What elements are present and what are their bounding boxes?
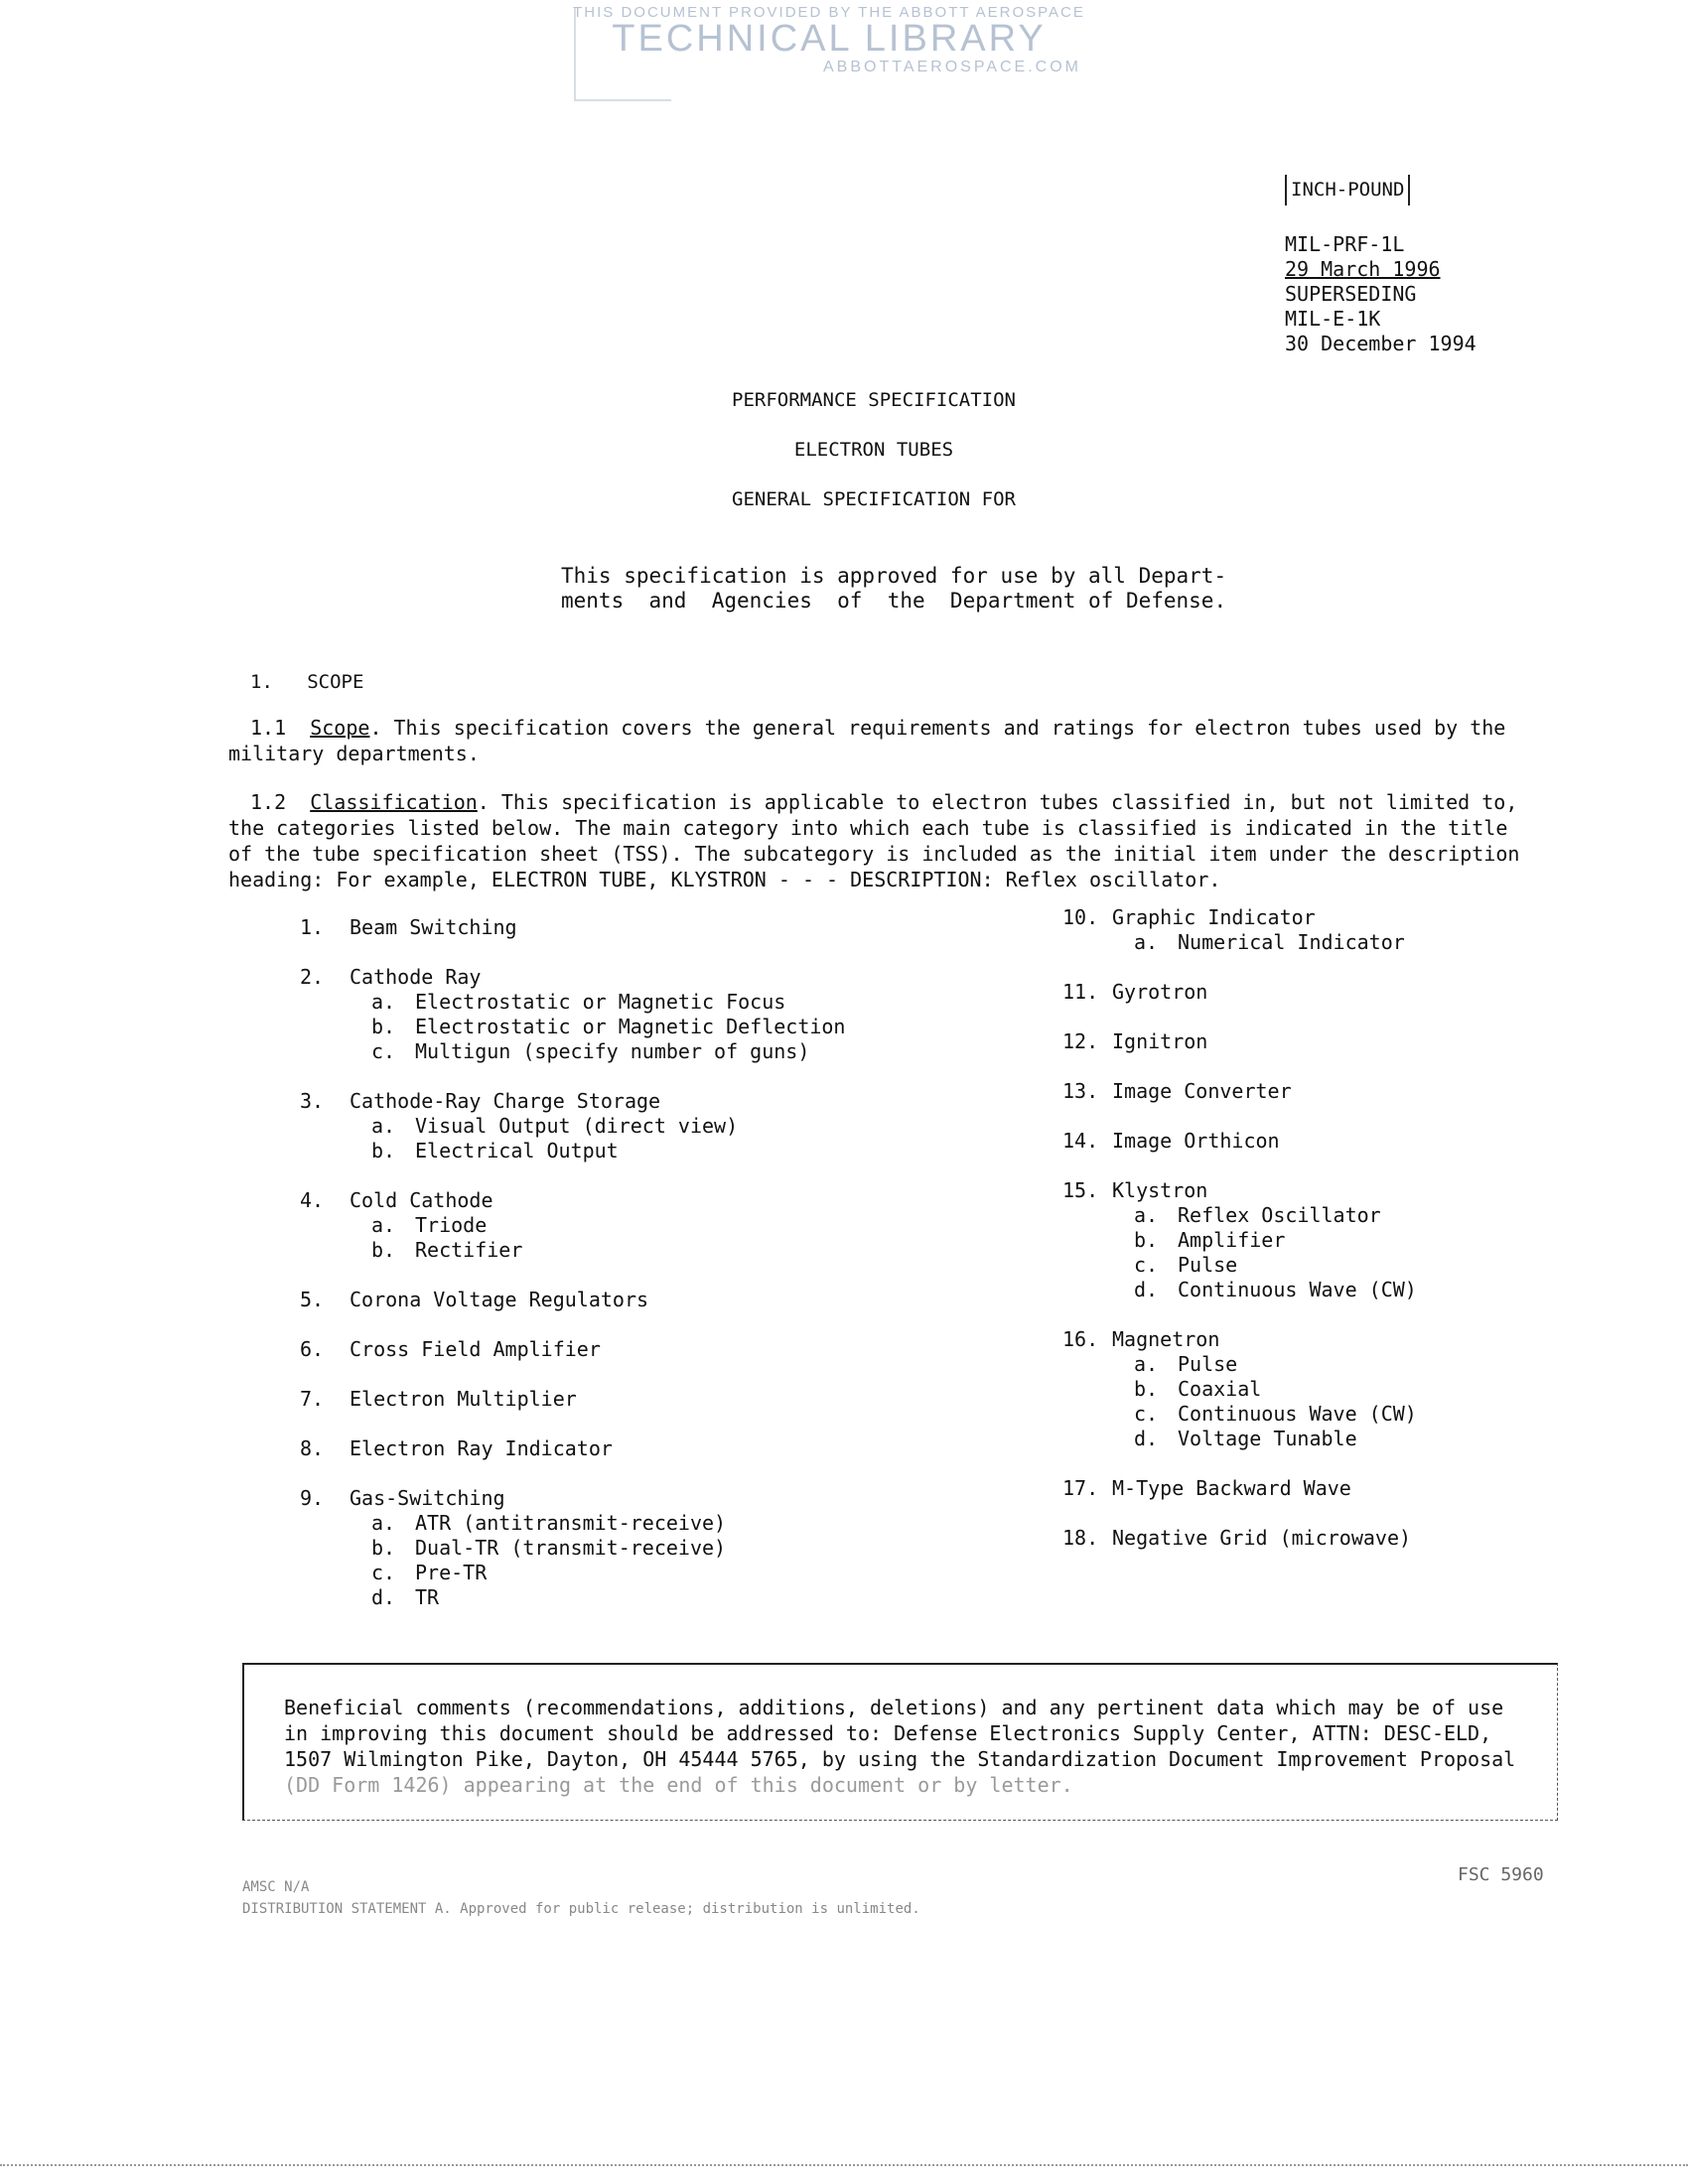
paragraph-1-1-title: Scope xyxy=(310,716,370,740)
category-number: 8. xyxy=(300,1436,325,1460)
category-line xyxy=(1062,1129,1618,1154)
subcategory-letter: c. xyxy=(371,1561,396,1584)
category-line xyxy=(1062,980,1618,1005)
subcategory-letter: c. xyxy=(1134,1253,1159,1277)
subcategory-label: Visual Output (direct view) xyxy=(415,1114,739,1138)
category-number: 4. xyxy=(300,1188,325,1212)
category-label: Gas-Switching xyxy=(350,1486,505,1510)
category-line xyxy=(300,1387,1035,1412)
category-line xyxy=(1062,905,1618,930)
subcategory-label: Numerical Indicator xyxy=(1178,930,1405,954)
subcategory-line xyxy=(1062,1203,1618,1228)
subcategory-letter: b. xyxy=(371,1238,396,1262)
category-item xyxy=(1062,1029,1618,1054)
approval-line-1: This specification is approved for use by all Depart- xyxy=(561,564,1227,588)
superseded-number: MIL-E-1K xyxy=(1285,307,1381,331)
subcategory-label: Multigun (specify number of guns) xyxy=(415,1039,810,1063)
category-number: 18. xyxy=(1062,1526,1099,1550)
subcategory-label: Voltage Tunable xyxy=(1178,1427,1357,1450)
title-electron-tubes: ELECTRON TUBES xyxy=(793,439,954,461)
approval-statement xyxy=(561,564,1226,614)
category-label: Image Converter xyxy=(1112,1079,1292,1103)
category-number: 12. xyxy=(1062,1029,1099,1053)
category-label: M-Type Backward Wave xyxy=(1112,1476,1351,1500)
subcategory-line xyxy=(300,1585,1035,1610)
subcategory-line xyxy=(1062,1278,1618,1302)
category-label: Graphic Indicator xyxy=(1112,905,1316,929)
subcategory-letter: b. xyxy=(371,1139,396,1162)
category-line xyxy=(300,965,1035,990)
category-item xyxy=(300,965,1035,1064)
subcategory-line xyxy=(300,1238,1035,1263)
category-number: 7. xyxy=(300,1387,325,1411)
paragraph-1-1-number: 1.1 xyxy=(250,716,287,740)
category-label: Cathode Ray xyxy=(350,965,482,989)
subcategory-letter: b. xyxy=(371,1015,396,1038)
category-line xyxy=(300,1337,1035,1362)
category-line xyxy=(1062,1178,1618,1203)
amsc-label: AMSC N/A xyxy=(242,1879,310,1895)
paragraph-1-2-text: . This specification is applicable to electron tubes classified in, but not limited to, the categories listed below. The main category into which each tube is classified is indicated in the title of the tube specification sheet (TSS). The subcategory is included as the initial item under the description heading: For example, ELECTRON TUBE, KLYSTRON - - - DESCRIPTION: Reflex oscillator. xyxy=(228,790,1520,891)
category-item xyxy=(300,1089,1035,1163)
category-list-right xyxy=(1062,905,1618,1575)
comments-box xyxy=(242,1663,1558,1821)
subcategory-label: Pulse xyxy=(1178,1253,1238,1277)
subcategory-letter: a. xyxy=(371,1511,396,1535)
subcategory-label: Reflex Oscillator xyxy=(1178,1203,1381,1227)
subcategory-letter: d. xyxy=(371,1585,396,1609)
category-number: 11. xyxy=(1062,980,1099,1004)
subcategory-label: Electrostatic or Magnetic Deflection xyxy=(415,1015,846,1038)
category-item xyxy=(1062,980,1618,1005)
category-item xyxy=(300,1486,1035,1610)
category-item xyxy=(1062,1079,1618,1104)
subcategory-line xyxy=(300,1114,1035,1139)
subcategory-letter: b. xyxy=(371,1536,396,1560)
document-date: 29 March 1996 xyxy=(1285,257,1441,281)
watermark-line1: THIS DOCUMENT PROVIDED BY THE ABBOTT AEROSPACE xyxy=(573,4,1085,21)
subcategory-label: Continuous Wave (CW) xyxy=(1178,1278,1417,1301)
superseding-label: SUPERSEDING xyxy=(1285,282,1417,306)
subcategory-letter: a. xyxy=(371,1213,396,1237)
paragraph-1-1-text: . This specification covers the general requirements and ratings for electron tubes used by the military departments. xyxy=(228,716,1506,765)
category-item xyxy=(1062,1476,1618,1501)
paragraph-1-2-title: Classification xyxy=(310,790,478,814)
subcategory-letter: c. xyxy=(1134,1402,1159,1426)
category-line xyxy=(1062,1079,1618,1104)
category-item xyxy=(300,1387,1035,1412)
category-line xyxy=(1062,1327,1618,1352)
category-number: 15. xyxy=(1062,1178,1099,1202)
category-line xyxy=(1062,1029,1618,1054)
subcategory-letter: d. xyxy=(1134,1278,1159,1301)
subcategory-letter: b. xyxy=(1134,1228,1159,1252)
subcategory-letter: a. xyxy=(1134,1203,1159,1227)
category-line xyxy=(1062,1476,1618,1501)
subcategory-label: TR xyxy=(415,1585,440,1609)
subcategory-label: Continuous Wave (CW) xyxy=(1178,1402,1417,1426)
category-label: Magnetron xyxy=(1112,1327,1220,1351)
category-number: 1. xyxy=(300,915,325,939)
category-line xyxy=(1062,1526,1618,1551)
category-label: Negative Grid (microwave) xyxy=(1112,1526,1412,1550)
category-label: Electron Ray Indicator xyxy=(350,1436,613,1460)
category-line xyxy=(300,1288,1035,1312)
subcategory-letter: b. xyxy=(1134,1377,1159,1401)
category-list-left xyxy=(300,915,1035,1635)
category-line xyxy=(300,1486,1035,1511)
subcategory-line xyxy=(300,1039,1035,1064)
category-item xyxy=(300,1337,1035,1362)
subcategory-line xyxy=(300,1015,1035,1039)
subcategory-label: Dual-TR (transmit-receive) xyxy=(415,1536,727,1560)
category-label: Klystron xyxy=(1112,1178,1208,1202)
subcategory-line xyxy=(1062,930,1618,955)
category-label: Beam Switching xyxy=(350,915,517,939)
category-number: 5. xyxy=(300,1288,325,1311)
title-general-specification: GENERAL SPECIFICATION FOR xyxy=(732,488,1016,510)
subcategory-letter: a. xyxy=(371,990,396,1014)
fsc-label: FSC 5960 xyxy=(1458,1864,1544,1885)
subcategory-label: Electrostatic or Magnetic Focus xyxy=(415,990,786,1014)
category-number: 17. xyxy=(1062,1476,1099,1500)
approval-line-2: ments and Agencies of the Department of Defense. xyxy=(561,589,1227,613)
category-line xyxy=(300,915,1035,940)
category-number: 6. xyxy=(300,1337,325,1361)
subcategory-letter: a. xyxy=(371,1114,396,1138)
document-identifier-block xyxy=(1285,232,1477,356)
subcategory-letter: a. xyxy=(1134,930,1159,954)
scan-noise-line xyxy=(0,2164,1688,2169)
footer-left xyxy=(242,1876,920,1920)
category-number: 10. xyxy=(1062,905,1099,929)
comments-faint-text: (DD Form 1426) appearing at the end of this document or by letter. xyxy=(284,1773,1073,1797)
watermark xyxy=(571,4,1087,76)
paragraph-1-1 xyxy=(228,715,1539,766)
category-number: 9. xyxy=(300,1486,325,1510)
category-label: Ignitron xyxy=(1112,1029,1208,1053)
subcategory-letter: a. xyxy=(1134,1352,1159,1376)
category-item xyxy=(1062,1129,1618,1154)
category-item xyxy=(1062,905,1618,955)
subcategory-line xyxy=(1062,1352,1618,1377)
category-number: 3. xyxy=(300,1089,325,1113)
subcategory-label: Coaxial xyxy=(1178,1377,1262,1401)
subcategory-line xyxy=(1062,1402,1618,1427)
subcategory-label: Rectifier xyxy=(415,1238,523,1262)
category-item xyxy=(300,1188,1035,1263)
subcategory-label: ATR (antitransmit-receive) xyxy=(415,1511,727,1535)
distribution-statement: DISTRIBUTION STATEMENT A. Approved for public release; distribution is unlimited. xyxy=(242,1901,920,1917)
category-item xyxy=(1062,1526,1618,1551)
title-performance-specification: PERFORMANCE SPECIFICATION xyxy=(732,389,1016,411)
subcategory-line xyxy=(1062,1377,1618,1402)
superseded-date: 30 December 1994 xyxy=(1285,332,1477,355)
category-item xyxy=(1062,1178,1618,1302)
subcategory-label: Electrical Output xyxy=(415,1139,619,1162)
category-number: 14. xyxy=(1062,1129,1099,1153)
subcategory-line xyxy=(300,1536,1035,1561)
category-label: Corona Voltage Regulators xyxy=(350,1288,649,1311)
document-number: MIL-PRF-1L xyxy=(1285,232,1405,256)
subcategory-line xyxy=(1062,1427,1618,1451)
subcategory-line xyxy=(1062,1228,1618,1253)
category-number: 16. xyxy=(1062,1327,1099,1351)
watermark-url: ABBOTTAEROSPACE.COM xyxy=(823,59,1081,75)
subcategory-line xyxy=(300,1561,1035,1585)
subcategory-label: Pre-TR xyxy=(415,1561,488,1584)
category-label: Image Orthicon xyxy=(1112,1129,1280,1153)
subcategory-letter: c. xyxy=(371,1039,396,1063)
category-label: Cross Field Amplifier xyxy=(350,1337,601,1361)
category-line xyxy=(300,1436,1035,1461)
subcategory-line xyxy=(300,1139,1035,1163)
category-item xyxy=(300,915,1035,940)
category-item xyxy=(1062,1327,1618,1451)
category-number: 13. xyxy=(1062,1079,1099,1103)
category-label: Cathode-Ray Charge Storage xyxy=(350,1089,661,1113)
inch-pound-box xyxy=(1285,175,1410,205)
subcategory-letter: d. xyxy=(1134,1427,1159,1450)
section-heading-scope: 1. SCOPE xyxy=(250,671,364,693)
category-number: 2. xyxy=(300,965,325,989)
subcategory-label: Pulse xyxy=(1178,1352,1238,1376)
category-line xyxy=(300,1188,1035,1213)
paragraph-1-2 xyxy=(228,789,1539,892)
comments-main-text: Beneficial comments (recommendations, additions, deletions) and any pertinent data which may be of use in improving this document should be addressed to: Defense Electronics Supply Center, ATTN: DESC-ELD, 1507 Wilmington Pike, Dayton, OH 45444 5765, by using the Standardization Document Improvement Proposal xyxy=(284,1696,1516,1771)
category-label: Cold Cathode xyxy=(350,1188,493,1212)
watermark-title: TECHNICAL LIBRARY xyxy=(612,18,1047,60)
comments-text xyxy=(284,1695,1535,1798)
category-line xyxy=(300,1089,1035,1114)
subcategory-line xyxy=(1062,1253,1618,1278)
category-item xyxy=(300,1288,1035,1312)
category-item xyxy=(300,1436,1035,1461)
subcategory-line xyxy=(300,1511,1035,1536)
subcategory-label: Triode xyxy=(415,1213,488,1237)
subcategory-line xyxy=(300,990,1035,1015)
subcategory-line xyxy=(300,1213,1035,1238)
subcategory-label: Amplifier xyxy=(1178,1228,1286,1252)
category-label: Gyrotron xyxy=(1112,980,1208,1004)
paragraph-1-2-number: 1.2 xyxy=(250,790,287,814)
category-label: Electron Multiplier xyxy=(350,1387,577,1411)
inch-pound-label: INCH-POUND xyxy=(1291,179,1405,201)
